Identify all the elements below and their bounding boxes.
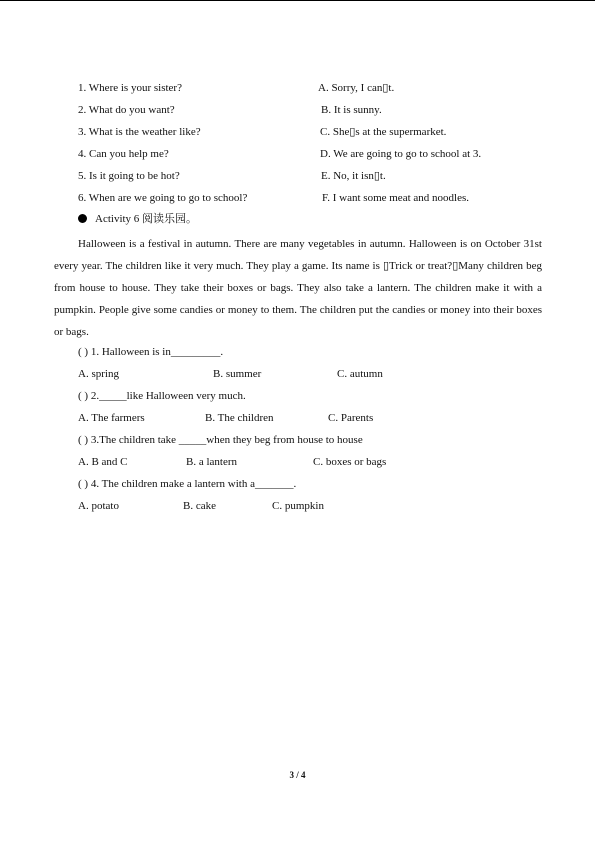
page-number: 3 / 4 [289, 770, 306, 780]
question-option: C. autumn [337, 368, 383, 380]
question-option: C. pumpkin [272, 500, 324, 512]
question-option: B. cake [183, 500, 216, 512]
activity-title: Activity 6 阅读乐园。 [95, 213, 198, 225]
question-option: A. spring [78, 368, 119, 380]
question-stem: ( ) 4. The children make a lantern with a_______. [78, 478, 297, 490]
question-option: A. The farmers [78, 412, 145, 424]
matching-question: 1. Where is your sister? [78, 82, 182, 94]
question-option: B. summer [213, 368, 262, 380]
matching-question: 6. When are we going to go to school? [78, 192, 248, 204]
activity-heading [78, 212, 197, 226]
bullet-icon [78, 214, 87, 223]
matching-answer: A. Sorry, I can▯t. [318, 82, 395, 94]
question-option: A. potato [78, 500, 119, 512]
matching-answer: B. It is sunny. [321, 104, 382, 116]
matching-question: 3. What is the weather like? [78, 126, 201, 138]
matching-answer: F. I want some meat and noodles. [322, 192, 469, 204]
question-stem: ( ) 2._____like Halloween very much. [78, 390, 246, 402]
question-option: B. a lantern [186, 456, 238, 468]
matching-answer: E. No, it isn▯t. [321, 170, 386, 182]
question-option: B. The children [205, 412, 274, 424]
question-stem: ( ) 3.The children take _____when they beg from house to house [78, 434, 363, 446]
matching-question: 5. Is it going to be hot? [78, 170, 180, 182]
reading-passage: Halloween is a festival in autumn. There are many vegetables in autumn. Halloween is on October 31st every year. The children like it very much. They play a game. Its name is ▯Trick or treat?▯Many children beg from house to house. They take their boxes or bags. They also take a lantern. The children make it with a pumpkin. People give some candies or money to them. The children put the candies or money into their boxes or bags. [54, 238, 542, 338]
matching-answer: D. We are going to go to school at 3. [320, 148, 482, 160]
question-stem: ( ) 1. Halloween is in_________. [78, 346, 224, 358]
matching-answer: C. She▯s at the supermarket. [320, 126, 447, 138]
question-option: A. B and C [78, 456, 128, 468]
header-rule [0, 0, 595, 1]
matching-question: 2. What do you want? [78, 104, 175, 116]
question-option: C. Parents [328, 412, 374, 424]
matching-question: 4. Can you help me? [78, 148, 169, 160]
question-option: C. boxes or bags [313, 456, 387, 468]
